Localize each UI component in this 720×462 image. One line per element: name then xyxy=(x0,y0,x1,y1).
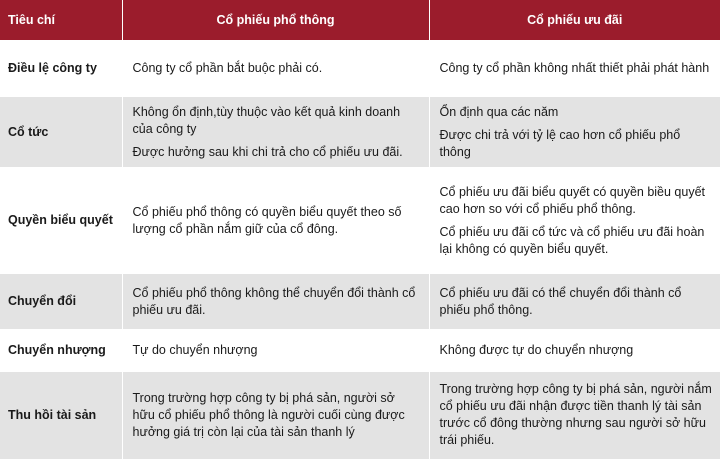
criteria-cell: Cổ tức xyxy=(0,97,122,168)
header-common-stock: Cổ phiếu phổ thông xyxy=(122,0,429,41)
criteria-cell: Chuyển đổi xyxy=(0,274,122,330)
cell-paragraph: Cổ phiếu phổ thông có quyền biểu quyết theo số lượng cổ phần nắm giữ của cổ đông. xyxy=(132,204,402,236)
header-preferred-stock: Cổ phiếu ưu đãi xyxy=(429,0,720,41)
cell-paragraph: Trong trường hợp công ty bị phá sản, người nắm cổ phiếu ưu đãi nhận được tiền thanh lý tài sản trước cổ đông thường nhưng sau người sở hữu trái phiếu. xyxy=(439,382,712,448)
common-stock-cell xyxy=(122,41,429,97)
cell-paragraph: Ổn định qua các năm xyxy=(439,104,559,119)
cell-paragraph: Cổ phiếu ưu đãi biểu quyết có quyền biều quyết cao hơn so với cổ phiếu phổ thông. xyxy=(439,184,706,216)
table-row xyxy=(0,330,720,372)
preferred-stock-cell xyxy=(429,97,720,168)
cell-paragraph: Được chi trả với tỷ lệ cao hơn cổ phiếu phổ thông xyxy=(439,127,681,159)
cell-paragraph: Không được tự do chuyển nhượng xyxy=(439,343,634,357)
table-row xyxy=(0,168,720,274)
common-stock-cell xyxy=(122,274,429,330)
cell-paragraph: Tự do chuyển nhượng xyxy=(132,343,258,357)
preferred-stock-cell xyxy=(429,330,720,372)
table-row xyxy=(0,274,720,330)
preferred-stock-cell xyxy=(429,372,720,459)
criteria-cell: Thu hồi tài sản xyxy=(0,372,122,459)
header-criteria: Tiêu chí xyxy=(0,0,122,41)
cell-paragraph: Công ty cổ phần bắt buộc phải có. xyxy=(132,61,323,75)
common-stock-cell xyxy=(122,168,429,274)
cell-paragraph: Không ổn định,tùy thuộc vào kết quả kinh doanh của công ty xyxy=(132,104,401,136)
cell-paragraph: Cổ phiếu ưu đãi có thể chuyển đổi thành cổ phiếu phổ thông. xyxy=(439,285,682,317)
criteria-cell: Quyền biểu quyết xyxy=(0,168,122,274)
preferred-stock-cell xyxy=(429,41,720,97)
cell-paragraph: Được hưởng sau khi chi trả cho cổ phiếu ưu đãi. xyxy=(132,144,403,159)
common-stock-cell xyxy=(122,372,429,459)
table-row xyxy=(0,41,720,97)
preferred-stock-cell xyxy=(429,274,720,330)
cell-paragraph: Cổ phiếu ưu đãi cổ tức và cổ phiếu ưu đãi hoàn lại không có quyền biểu quyết. xyxy=(439,224,705,256)
criteria-cell: Chuyển nhượng xyxy=(0,330,122,372)
preferred-stock-cell xyxy=(429,168,720,274)
common-stock-cell xyxy=(122,97,429,168)
common-stock-cell xyxy=(122,330,429,372)
cell-paragraph: Công ty cổ phần không nhất thiết phải phát hành xyxy=(439,61,710,75)
criteria-cell: Điều lệ công ty xyxy=(0,41,122,97)
header-row xyxy=(0,0,720,41)
cell-paragraph: Cổ phiếu phổ thông không thể chuyển đổi thành cổ phiếu ưu đãi. xyxy=(132,285,416,317)
table-row xyxy=(0,97,720,168)
cell-paragraph: Trong trường hợp công ty bị phá sản, người sở hữu cổ phiếu phổ thông là người cuối cùng được hưởng giá trị còn lại của tài sản thanh lý xyxy=(132,390,405,439)
table-row xyxy=(0,372,720,459)
